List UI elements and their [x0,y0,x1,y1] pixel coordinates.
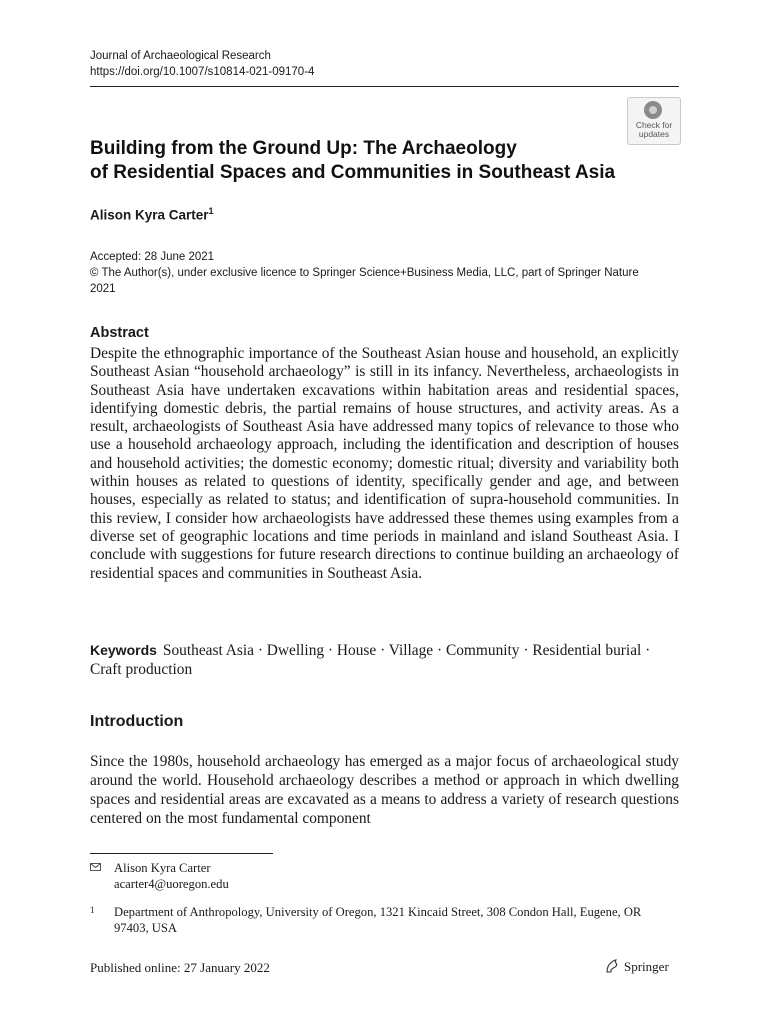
journal-header [90,48,314,80]
published-online: Published online: 27 January 2022 [90,960,270,975]
affiliation-text: Department of Anthropology, University of Oregon, 1321 Kincaid Street, 308 Condon Hall, Eugene, OR 97403, USA [114,905,642,935]
introduction-heading: Introduction [90,713,184,730]
publication-info [90,249,690,297]
publisher-name: Springer [624,959,669,974]
contact-name: Alison Kyra Carter [114,861,211,875]
check-for-updates-icon [644,101,662,119]
doi-link[interactable]: https://doi.org/10.1007/s10814-021-09170-4 [90,66,315,78]
author-name[interactable]: Alison Kyra Carter [90,207,209,223]
header-rule [90,86,679,87]
copyright-line-1: © The Author(s), under exclusive licence to Springer Science+Business Media, LLC, part of Springer Nature [90,267,639,279]
keywords-label: Keywords [90,642,157,658]
introduction-text: Since the 1980s, household archaeology has emerged as a major focus of archaeological study around the world. Household archaeology describes a method or approach in which dwelling spaces and residential areas are excavated as a means to address a variety of research questions centered on the most fundamental component [90,753,679,827]
publisher-logo [604,958,669,975]
copyright-line-2: 2021 [90,283,116,295]
springer-horse-icon [604,958,620,974]
accepted-date: Accepted: 28 June 2021 [90,251,215,263]
keywords-list: Southeast Asia · Dwelling · House · Village · Community · Residential burial · Craft production [90,642,651,678]
check-for-updates-label: Check for updates [635,120,673,139]
journal-name: Journal of Archaeological Research [90,50,271,62]
footnote-rule [90,853,273,854]
title-line-2: of Residential Spaces and Communities in Southeast Asia [90,162,616,183]
abstract-heading: Abstract [90,325,149,341]
mail-icon [90,863,101,871]
abstract-text: Despite the ethnographic importance of the Southeast Asian house and household, an explicitly Southeast Asian “household archaeology” is still in its infancy. Nevertheless, archaeologists in Southeast Asia have undertaken excavations within habitation areas and residential spaces, identifying domestic debris, the partial remains of house structures, and activity areas. As a result, archaeologists of Southeast Asia have addressed many topics of relevance to those who use a household archaeology approach, including the identification and description of houses and household activities; the domestic economy; domestic ritual; diversity and variability both within houses as related to questions of identity, specifically gender and age, and between houses, especially as related to status; and identification of supra-household communities. In this review, I consider how archaeologists have addressed these themes using examples from a diverse set of geographic locations and time periods in mainland and island Southeast Asia. I conclude with suggestions for future research directions to continue building an archaeology of residential spaces and communities in Southeast Asia. [90,345,679,582]
author-affiliation-marker: 1 [208,206,214,216]
article-title [90,137,650,185]
title-line-1: Building from the Ground Up: The Archaeology [90,138,517,159]
contact-email[interactable]: acarter4@uoregon.edu [114,877,229,891]
affiliation-number: 1 [90,905,95,915]
author-line [90,206,214,223]
keywords [90,641,679,679]
